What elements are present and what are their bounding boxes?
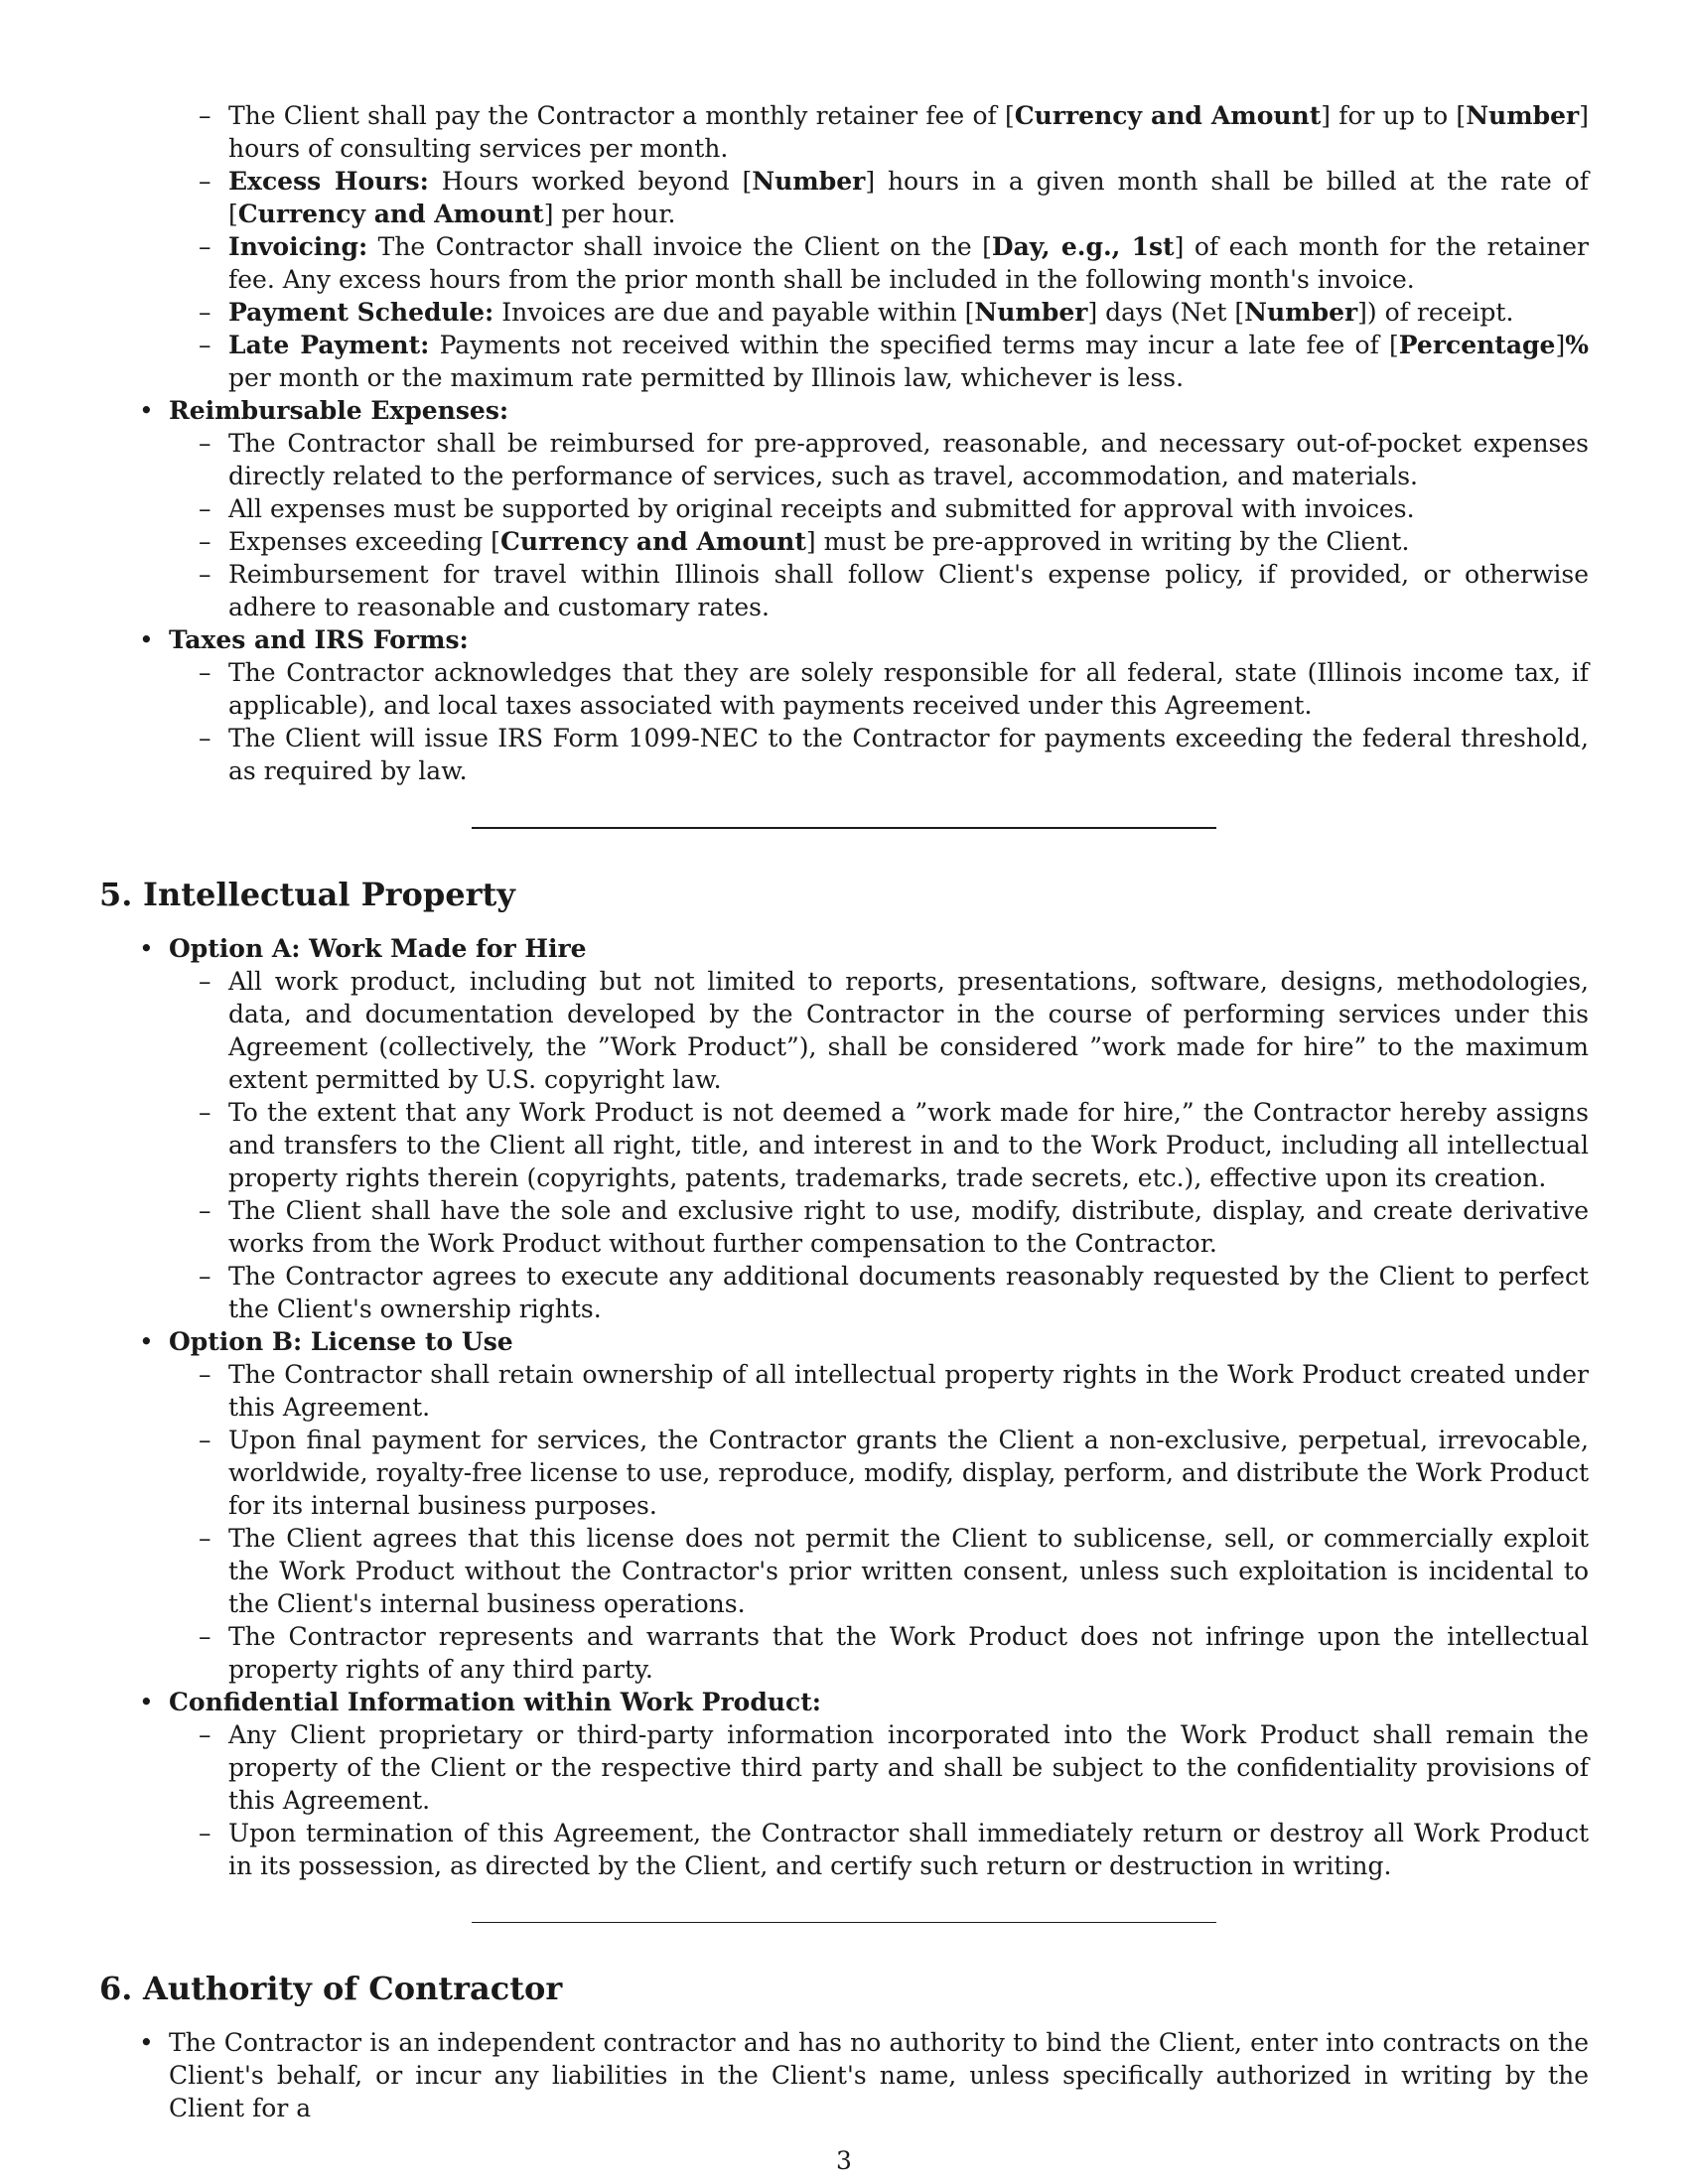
list-item: – The Contractor agrees to execute any additional documents reasonably requested by the Client to perfect the Client's ownership rights. — [228, 1260, 1589, 1325]
bullet-heading: Option A: Work Made for Hire — [169, 934, 587, 963]
page-number: 3 — [836, 2146, 852, 2175]
list-item: – The Contractor acknowledges that they are solely responsible for all federal, state (Illinois income tax, if applicable), and local taxes associated with payments received under this Agreement. — [228, 656, 1589, 722]
list-item: – Excess Hours: Hours worked beyond [Number] hours in a given month shall be billed at the rate of [Currency and Amount] per hour. — [228, 165, 1589, 230]
section-heading — [99, 875, 1589, 914]
horizontal-rule — [472, 1922, 1216, 1923]
confidential-item — [169, 1686, 1589, 1882]
option-b-item — [169, 1325, 1589, 1686]
list-item: – Upon final payment for services, the Contractor grants the Client a non-exclusive, perpetual, irrevocable, worldwide, royalty-free license to use, reproduce, modify, display, perform, and distribute the Work Product for its internal business purposes. — [228, 1424, 1589, 1522]
list-item: – The Client agrees that this license does not permit the Client to sublicense, sell, or commercially exploit the Work Product without the Contractor's prior written consent, unless such exploitation is incidental to the Client's internal business operations. — [228, 1522, 1589, 1620]
list-item: – The Client shall pay the Contractor a monthly retainer fee of [Currency and Amount] for up to [Number] hours of consulting services per month. — [228, 99, 1589, 165]
section-number: 5. — [99, 876, 133, 913]
reimbursable-expenses-item — [169, 394, 1589, 623]
list-item: – Invoicing: The Contractor shall invoice the Client on the [Day, e.g., 1st] of each month for the retainer fee. Any excess hours from the prior month shall be included in the following month's invoice. — [228, 230, 1589, 296]
option-a-list — [169, 965, 1589, 1325]
list-item: – All expenses must be supported by original receipts and submitted for approval with invoices. — [228, 492, 1589, 525]
list-item: – Late Payment: Payments not received within the specified terms may incur a late fee of [Percentage]% per month or the maximum rate permitted by Illinois law, whichever is less. — [228, 329, 1589, 394]
page-content — [99, 99, 1589, 2124]
list-item: – The Contractor represents and warrants that the Work Product does not infringe upon the intellectual property rights of any third party. — [228, 1620, 1589, 1686]
list-item: – All work product, including but not limited to reports, presentations, software, designs, methodologies, data, and documentation developed by the Contractor in the course of performing services under this Agreement (collectively, the ”Work Product”), shall be considered ”work made for hire” to the maximum extent permitted by U.S. copyright law. — [228, 965, 1589, 1096]
list-item: – The Client shall have the sole and exclusive right to use, modify, distribute, display, and create derivative works from the Work Product without further compensation to the Contractor. — [228, 1194, 1589, 1260]
list-item: – Upon termination of this Agreement, the Contractor shall immediately return or destroy all Work Product in its possession, as directed by the Client, and certify such return or destruction in writing. — [228, 1817, 1589, 1882]
section-number: 6. — [99, 1970, 133, 2007]
list-item: – The Client will issue IRS Form 1099-NEC to the Contractor for payments exceeding the federal threshold, as required by law. — [228, 722, 1589, 787]
list-item: – Expenses exceeding [Currency and Amount] must be pre-approved in writing by the Client. — [228, 525, 1589, 558]
list-item: – To the extent that any Work Product is not deemed a ”work made for hire,” the Contractor hereby assigns and transfers to the Client all right, title, and interest in and to the Work Product, including all intellectual property rights therein (copyrights, patents, trademarks, trade secrets, etc.), effective upon its creation. — [228, 1096, 1589, 1194]
option-a-item — [169, 932, 1589, 1325]
list-item: – Any Client proprietary or third-party information incorporated into the Work Product shall remain the property of the Client or the respective third party and shall be subject to the confidentiality provisions of this Agreement. — [228, 1718, 1589, 1817]
taxes-item — [169, 623, 1589, 787]
list-item: – The Contractor shall retain ownership of all intellectual property rights in the Work Product created under this Agreement. — [228, 1358, 1589, 1424]
expenses-list — [169, 427, 1589, 623]
bullet-heading: Taxes and IRS Forms: — [169, 625, 469, 654]
list-item: – The Contractor shall be reimbursed for pre-approved, reasonable, and necessary out-of-pocket expenses directly related to the performance of services, such as travel, accommodation, and materials. — [228, 427, 1589, 492]
bullet-heading: Reimbursable Expenses: — [169, 396, 509, 425]
section6-bullets — [99, 2026, 1589, 2124]
confidential-list — [169, 1718, 1589, 1882]
horizontal-rule — [472, 827, 1216, 829]
bullet-heading: Confidential Information within Work Product: — [169, 1688, 821, 1716]
payment-terms-list — [99, 99, 1589, 394]
section4-bullets — [99, 394, 1589, 787]
taxes-list — [169, 656, 1589, 787]
section-title: Intellectual Property — [143, 876, 515, 913]
section5-bullets — [99, 932, 1589, 1882]
list-item: • The Contractor is an independent contractor and has no authority to bind the Client, enter into contracts on the Client's behalf, or incur any liabilities in the Client's name, unless specifically authorized in writing by the Client for a — [169, 2026, 1589, 2124]
list-item: – Payment Schedule: Invoices are due and payable within [Number] days (Net [Number]) of receipt. — [228, 296, 1589, 329]
list-item: – Reimbursement for travel within Illinois shall follow Client's expense policy, if provided, or otherwise adhere to reasonable and customary rates. — [228, 558, 1589, 623]
section-title: Authority of Contractor — [143, 1970, 563, 2007]
bullet-heading: Option B: License to Use — [169, 1327, 513, 1356]
option-b-list — [169, 1358, 1589, 1686]
section-heading — [99, 1969, 1589, 2008]
